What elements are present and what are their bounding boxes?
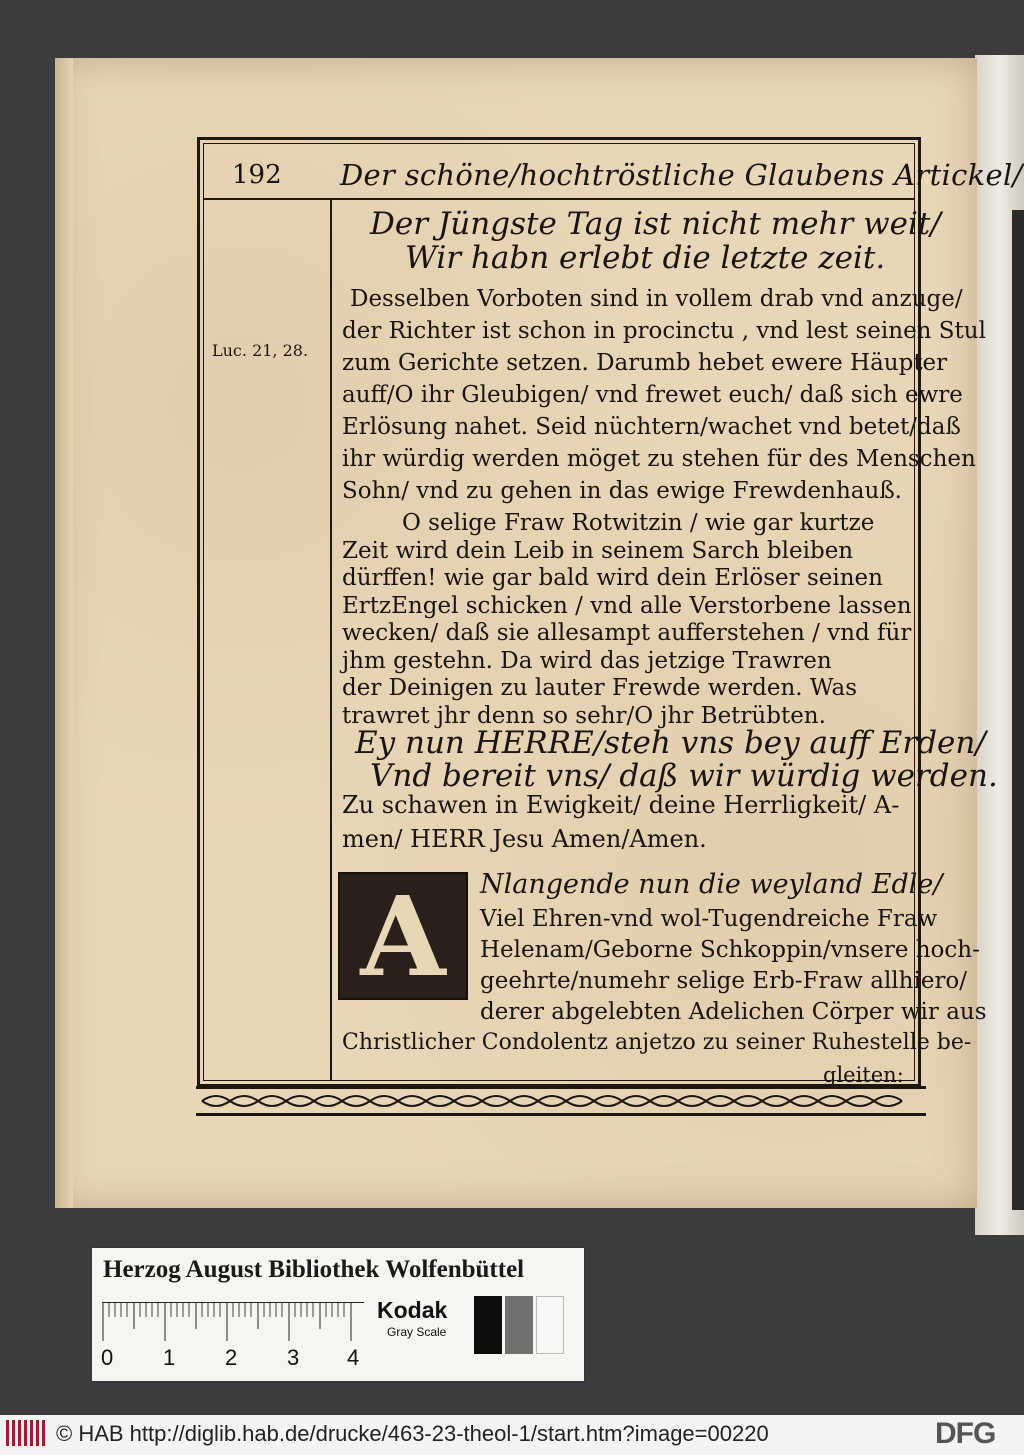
text-line: der Richter ist schon in procinctu , vnd lest seinen Stul	[342, 318, 986, 344]
library-name: Herzog August Bibliothek Wolfenbüttel	[103, 1256, 525, 1283]
text-line: Desselben Vorboten sind in vollem drab vnd anzuge/	[350, 286, 963, 312]
text-line: zum Gerichte setzen. Darumb hebet ewere Häupter	[342, 350, 948, 376]
header-rule	[203, 198, 915, 200]
decorated-initial-letter: A	[360, 871, 446, 1001]
kodak-subtitle: Gray Scale	[387, 1325, 447, 1339]
ruler-ticks	[102, 1303, 364, 1343]
background-shadow	[1012, 210, 1024, 1210]
text-line: ihr würdig werden möget zu stehen für des Menschen	[342, 446, 976, 472]
text-line: Helenam/Geborne Schkoppin/vnsere hoch-	[480, 937, 980, 963]
ruler-number: 4	[347, 1345, 360, 1370]
hab-logo-icon	[6, 1420, 48, 1446]
dfg-logo: DFG	[935, 1417, 996, 1450]
text-line: derer abgelebten Adelichen Cörper wir aus	[480, 999, 987, 1025]
text-line: Nlangende nun die weyland Edle/	[480, 869, 943, 900]
text-line: Erlösung nahet. Seid nüchtern/wachet vnd betet/daß	[342, 414, 961, 440]
ruler-number: 3	[287, 1345, 300, 1370]
closing-line: Zu schawen in Ewigkeit/ deine Herrligkeit/ A-	[342, 791, 900, 819]
gray-patch-white	[536, 1296, 564, 1354]
decorated-initial	[338, 872, 468, 1000]
verse-line: Ey nun HERRE/steh vns bey auff Erden/	[355, 725, 986, 761]
ruler-number: 2	[225, 1345, 238, 1370]
text-line: jhm gestehn. Da wird das jetzige Trawren	[342, 647, 832, 674]
running-head: Der schöne/hochtröstliche Glaubens Artickel/	[340, 158, 1023, 192]
text-line: trawret jhr denn so sehr/O jhr Betrübten.	[342, 702, 826, 729]
verse-line: Der Jüngste Tag ist nicht mehr weit/	[370, 206, 941, 242]
text-line: Sohn/ vnd zu gehen in das ewige Frewdenhauß.	[342, 478, 902, 504]
ruler	[102, 1302, 364, 1345]
footer-link[interactable]: © HAB http://diglib.hab.de/drucke/463-23-theol-1/start.htm?image=00220	[56, 1421, 769, 1446]
text-line: geehrte/numehr selige Erb-Fraw allhiero/	[480, 968, 968, 994]
catchword: gleiten:	[823, 1063, 904, 1087]
verse-line: Wir habn erlebt die letzte zeit.	[405, 240, 886, 276]
page-edge	[55, 58, 73, 1208]
text-line: Viel Ehren-vnd wol-Tugendreiche Fraw	[480, 906, 938, 932]
gray-patch-black	[474, 1296, 502, 1354]
text-line: O selige Fraw Rotwitzin / wie gar kurtze	[402, 510, 875, 536]
text-line: wecken/ daß sie allesampt aufferstehen / vnd für	[342, 620, 912, 646]
closing-line: men/ HERR Jesu Amen/Amen.	[342, 825, 707, 853]
page-number: 192	[232, 160, 282, 190]
text-line: dürffen! wie gar bald wird dein Erlöser seinen	[342, 565, 883, 591]
margin-note: Luc. 21, 28.	[212, 341, 309, 360]
verse-line: Vnd bereit vns/ daß wir würdig werden.	[370, 758, 998, 794]
gray-patch-gray	[505, 1296, 533, 1354]
kodak-brand: Kodak	[377, 1297, 448, 1323]
text-line: der Deinigen zu lauter Frewde werden. Was	[342, 675, 858, 701]
margin-rule	[330, 200, 332, 1080]
ruler-number: 1	[163, 1345, 176, 1370]
text-line: auff/O ihr Gleubigen/ vnd frewet euch/ daß sich ewre	[342, 382, 963, 408]
ornament-band	[196, 1086, 926, 1116]
text-line: ErtzEngel schicken / vnd alle Verstorbene lassen	[342, 592, 912, 619]
ruler-number: 0	[101, 1345, 114, 1370]
ornament-pattern	[196, 1089, 920, 1113]
text-line: Christlicher Condolentz anjetzo zu seiner Ruhestelle be-	[342, 1030, 972, 1055]
text-line: Zeit wird dein Leib in seinem Sarch bleiben	[342, 537, 854, 564]
